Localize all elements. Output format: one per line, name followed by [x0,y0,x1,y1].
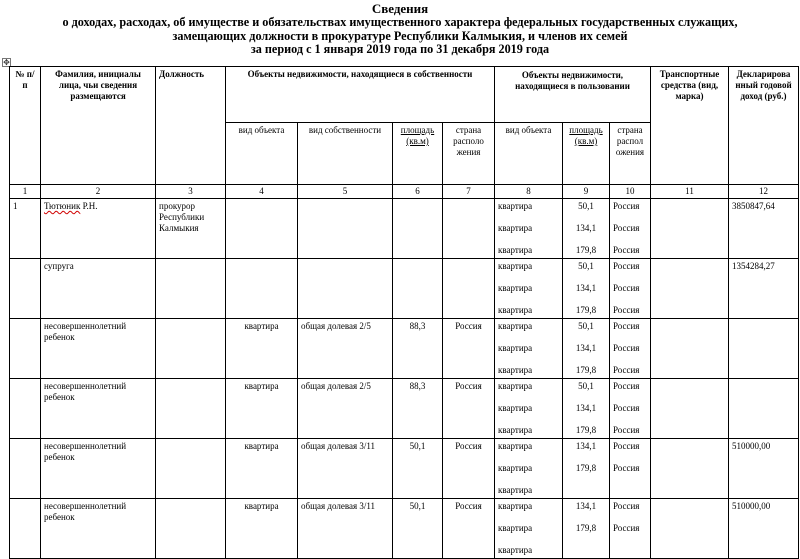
row-position [156,499,226,559]
used-type-item: квартира [498,441,533,451]
declarations-table [9,66,799,559]
used-area-item [566,392,606,403]
doc-subtitle-line2: замещающих должности в прокуратуре Республики Калмыкия, и членов их семей [172,28,628,43]
used-type-item: квартира [498,485,533,495]
used-country-item [613,272,647,283]
row-owned-country [443,259,495,319]
row-owned-area [393,259,443,319]
row-used-area [563,499,610,559]
used-area-item [566,452,606,463]
table-row [10,199,799,259]
row-used-country [610,319,651,379]
col-header-used-area: площадь (кв.м) [563,123,610,185]
row-owned-country: Россия [443,319,495,379]
used-area-item: 179,8 [575,245,597,255]
used-area-item: 50,1 [578,321,594,331]
used-type-item: квартира [498,403,533,413]
row-name: супруга [41,259,156,319]
column-numbers-row [10,185,799,199]
table-row [10,499,799,559]
row-position [156,439,226,499]
used-country-item [613,294,647,305]
used-area-item: 179,8 [575,365,597,375]
used-area-item: 50,1 [578,201,594,211]
col-header-obj-type: вид объекта [226,123,298,185]
row-name: несовершеннолетний ребенок [41,439,156,499]
used-type-item: квартира [498,463,533,473]
used-country-item: Россия [613,365,640,375]
used-type-item: квартира [498,223,533,233]
row-transport [651,499,729,559]
used-area-item [566,534,606,545]
table-row [10,439,799,499]
col-number: 1 [10,185,41,199]
used-type-item [498,212,559,223]
row-income: 1354284,27 [729,259,799,319]
used-country-item [613,534,647,545]
table-row [10,319,799,379]
doc-title: Сведения [371,1,429,16]
row-used-type [495,259,563,319]
row-owned-type: квартира [226,499,298,559]
used-type-item [498,272,559,283]
used-country-item: Россия [613,441,640,451]
row-owned-ownership: общая долевая 2/5 [298,319,393,379]
used-country-item: Россия [613,425,640,435]
header-row [10,67,799,123]
used-country-item: Россия [613,523,640,533]
row-owned-area: 50,1 [393,439,443,499]
used-area-item: 50,1 [578,261,594,271]
col-number: 2 [41,185,156,199]
row-num [10,379,41,439]
row-owned-country: Россия [443,439,495,499]
used-type-item [498,452,559,463]
row-owned-ownership [298,199,393,259]
row-owned-area: 88,3 [393,319,443,379]
used-country-item [613,234,647,245]
row-income [729,319,799,379]
col-number: 8 [495,185,563,199]
row-num: 1 [10,199,41,259]
used-country-item [613,354,647,365]
col-header-position: Должность [156,67,226,185]
row-owned-type [226,259,298,319]
table-row [10,259,799,319]
col-number: 4 [226,185,298,199]
used-country-item [613,332,647,343]
row-used-country [610,379,651,439]
used-country-item: Россия [613,245,640,255]
used-type-item [498,294,559,305]
used-area-item: 179,8 [575,523,597,533]
row-owned-ownership [298,259,393,319]
row-owned-area: 88,3 [393,379,443,439]
col-header-transport: Транспортные средства (вид, марка) [651,67,729,185]
table-row [10,379,799,439]
col-number: 3 [156,185,226,199]
used-country-item [613,485,647,496]
col-header-used-type: вид объекта [495,123,563,185]
row-transport [651,439,729,499]
used-type-item [498,534,559,545]
used-area-item: 134,1 [575,223,597,233]
used-country-item: Россия [613,403,640,413]
col-number: 12 [729,185,799,199]
used-country-item: Россия [613,201,640,211]
col-number: 10 [610,185,651,199]
row-used-type [495,499,563,559]
row-income: 3850847,64 [729,199,799,259]
row-transport [651,259,729,319]
used-type-item [498,332,559,343]
row-name: несовершеннолетний ребенок [41,499,156,559]
used-country-item: Россия [613,463,640,473]
used-type-item: квартира [498,545,533,555]
row-owned-area [393,199,443,259]
row-owned-type: квартира [226,379,298,439]
used-area-item [566,354,606,365]
used-country-item [613,212,647,223]
row-owned-area: 50,1 [393,499,443,559]
row-used-area [563,439,610,499]
used-type-item: квартира [498,283,533,293]
row-transport [651,379,729,439]
used-country-item: Россия [613,501,640,511]
used-type-item: квартира [498,305,533,315]
used-country-item: Россия [613,381,640,391]
used-country-item: Россия [613,261,640,271]
row-income: 510000,00 [729,499,799,559]
used-area-item [566,414,606,425]
used-country-item: Россия [613,305,640,315]
used-country-item: Россия [613,321,640,331]
row-name: несовершеннолетний ребенок [41,379,156,439]
row-name [41,199,156,259]
used-type-item: квартира [498,523,533,533]
row-used-type [495,319,563,379]
row-owned-ownership: общая долевая 3/11 [298,439,393,499]
col-header-country: страна располо жения [443,123,495,185]
used-country-item: Россия [613,283,640,293]
used-area-item [566,545,606,556]
used-type-item: квартира [498,321,533,331]
row-name: несовершеннолетний ребенок [41,319,156,379]
col-number: 6 [393,185,443,199]
used-type-item [498,474,559,485]
used-country-item: Россия [613,223,640,233]
row-position [156,379,226,439]
used-area-item: 134,1 [575,441,597,451]
used-area-item [566,512,606,523]
col-number: 5 [298,185,393,199]
used-area-item: 179,8 [575,463,597,473]
used-type-item [498,512,559,523]
col-number: 7 [443,185,495,199]
col-header-used-group: Объекты недвижимости, находящиеся в пользовании [495,67,651,123]
used-type-item: квартира [498,343,533,353]
row-used-type [495,439,563,499]
used-area-item: 134,1 [575,403,597,413]
row-owned-country: Россия [443,379,495,439]
col-header-used-country: страна распол ожения [610,123,651,185]
used-type-item [498,414,559,425]
used-country-item [613,545,647,556]
col-header-name: Фамилия, инициалы лица, чьи сведения размещаются [41,67,156,185]
row-owned-country [443,199,495,259]
used-type-item: квартира [498,501,533,511]
row-position: прокурор Республики Калмыкия [156,199,226,259]
row-used-area [563,319,610,379]
document-header [0,2,800,57]
used-type-item: квартира [498,365,533,375]
doc-period: за период с 1 января 2019 года по 31 декабря 2019 года [250,42,550,57]
used-country-item [613,414,647,425]
row-owned-ownership: общая долевая 2/5 [298,379,393,439]
row-initials: Р.Н. [82,201,98,211]
used-area-item [566,212,606,223]
used-country-item: Россия [613,343,640,353]
used-type-item: квартира [498,381,533,391]
col-header-area: площадь (кв.м) [393,123,443,185]
row-num [10,259,41,319]
used-area-item: 134,1 [575,501,597,511]
row-used-country [610,259,651,319]
row-num [10,319,41,379]
used-area-item: 50,1 [578,381,594,391]
row-position [156,259,226,319]
row-owned-type: квартира [226,319,298,379]
used-type-item [498,392,559,403]
used-type-item: квартира [498,245,533,255]
used-area-item [566,332,606,343]
used-area-item [566,294,606,305]
used-type-item: квартира [498,201,533,211]
row-transport [651,319,729,379]
used-area-item: 179,8 [575,425,597,435]
row-income: 510000,00 [729,439,799,499]
used-area-item [566,272,606,283]
used-country-item [613,512,647,523]
used-area-item [566,234,606,245]
row-income [729,379,799,439]
row-used-country [610,439,651,499]
row-used-area [563,199,610,259]
used-country-item [613,452,647,463]
col-number: 11 [651,185,729,199]
col-header-ownership-type: вид собственности [298,123,393,185]
col-header-num: № п/п [10,67,41,185]
used-country-item [613,474,647,485]
row-owned-type [226,199,298,259]
row-transport [651,199,729,259]
row-surname: Тютюник [44,201,81,211]
move-handle-icon[interactable]: ✥ [3,58,10,67]
row-owned-ownership: общая долевая 3/11 [298,499,393,559]
used-area-item: 134,1 [575,343,597,353]
col-header-owned-group: Объекты недвижимости, находящиеся в собственности [226,67,495,123]
row-owned-type: квартира [226,439,298,499]
row-num [10,439,41,499]
doc-subtitle-line1: о доходах, расходах, об имуществе и обязательствах имущественного характера федеральных государственных служащих, [62,15,738,29]
used-area-item: 179,8 [575,305,597,315]
row-used-country [610,199,651,259]
row-used-area [563,259,610,319]
row-num [10,499,41,559]
col-number: 9 [563,185,610,199]
used-type-item: квартира [498,425,533,435]
row-owned-country: Россия [443,499,495,559]
row-used-area [563,379,610,439]
row-used-type [495,199,563,259]
row-used-country [610,499,651,559]
used-country-item [613,392,647,403]
row-used-type [495,379,563,439]
used-area-item [566,485,606,496]
used-type-item [498,234,559,245]
used-area-item: 134,1 [575,283,597,293]
used-type-item [498,354,559,365]
used-type-item: квартира [498,261,533,271]
row-position [156,319,226,379]
used-area-item [566,474,606,485]
col-header-income: Декларирова нный годовой доход (руб.) [729,67,799,185]
